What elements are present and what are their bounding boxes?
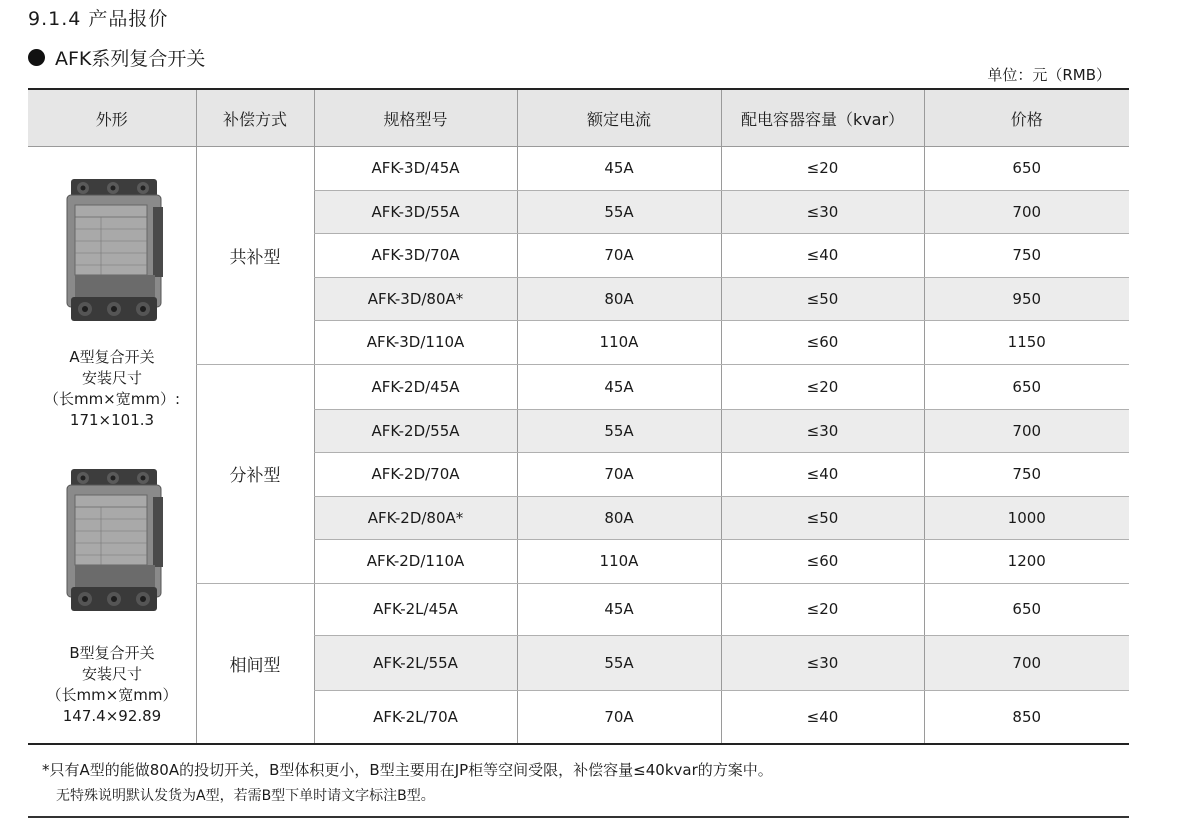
table-row: [28, 147, 1129, 191]
caption-line: （长mm×宽mm）:: [43, 390, 181, 408]
price-cell: 700: [924, 409, 1129, 453]
price-cell: 1150: [924, 321, 1129, 365]
current-cell: 70A: [517, 453, 721, 497]
capacity-cell: ≤50: [721, 496, 924, 540]
header-cell: 额定电流: [517, 90, 721, 147]
current-cell: 55A: [517, 636, 721, 691]
b-type-device-image: [63, 467, 165, 617]
capacity-cell: ≤30: [721, 190, 924, 234]
model-cell: AFK-2D/70A: [314, 453, 517, 497]
table-bottom-rule: [28, 743, 1129, 745]
capacity-cell: ≤60: [721, 540, 924, 584]
capacity-cell: ≤40: [721, 691, 924, 744]
caption-line: B型复合开关: [69, 644, 155, 662]
model-cell: AFK-2D/80A*: [314, 496, 517, 540]
a-type-device-image: [63, 177, 165, 327]
model-cell: AFK-3D/45A: [314, 147, 517, 191]
price-cell: 700: [924, 636, 1129, 691]
model-cell: AFK-2D/55A: [314, 409, 517, 453]
section-title: 9.1.4 产品报价: [28, 8, 169, 30]
sub-title-text: AFK系列复合开关: [55, 48, 206, 70]
capacity-cell: ≤50: [721, 277, 924, 321]
price-cell: 850: [924, 691, 1129, 744]
caption-line: 安装尺寸: [81, 369, 142, 387]
model-cell: AFK-3D/110A: [314, 321, 517, 365]
unit-label: 单位：元（RMB）: [987, 66, 1111, 84]
caption-line: A型复合开关: [69, 348, 155, 366]
caption-line: 171×101.3: [69, 411, 155, 429]
compensation-method-cell: 共补型: [196, 147, 314, 365]
compensation-method-cell: 分补型: [196, 364, 314, 583]
header-cell: 规格型号: [314, 90, 517, 147]
a-type-caption: [28, 347, 196, 431]
price-cell: 650: [924, 364, 1129, 409]
header-cell: 外形: [28, 90, 196, 147]
b-type-caption: [28, 643, 196, 727]
current-cell: 80A: [517, 496, 721, 540]
header-cell: 补偿方式: [196, 90, 314, 147]
model-cell: AFK-2D/45A: [314, 364, 517, 409]
current-cell: 80A: [517, 277, 721, 321]
price-cell: 700: [924, 190, 1129, 234]
current-cell: 45A: [517, 147, 721, 191]
bullet-icon: [28, 49, 45, 66]
model-cell: AFK-2L/55A: [314, 636, 517, 691]
shape-cell: [28, 147, 196, 744]
current-cell: 110A: [517, 540, 721, 584]
current-cell: 70A: [517, 691, 721, 744]
price-cell: 950: [924, 277, 1129, 321]
price-cell: 650: [924, 147, 1129, 191]
price-cell: 750: [924, 234, 1129, 278]
model-cell: AFK-2L/45A: [314, 583, 517, 636]
model-cell: AFK-3D/70A: [314, 234, 517, 278]
caption-line: 147.4×92.89: [62, 707, 162, 725]
header-cell: 配电容器容量（kvar）: [721, 90, 924, 147]
current-cell: 45A: [517, 364, 721, 409]
model-cell: AFK-2L/70A: [314, 691, 517, 744]
capacity-cell: ≤40: [721, 453, 924, 497]
header-row: [28, 90, 1129, 147]
footnote-2: 无特殊说明默认发货为A型，若需B型下单时请文字标注B型。: [56, 788, 435, 804]
capacity-cell: ≤30: [721, 409, 924, 453]
price-table: [28, 90, 1129, 744]
price-cell: 650: [924, 583, 1129, 636]
sub-title: [28, 44, 205, 71]
current-cell: 45A: [517, 583, 721, 636]
end-rule: [28, 816, 1129, 818]
footnote-1: *只有A型的能做80A的投切开关，B型体积更小，B型主要用在JP柜等空间受限，补偿容量≤40kvar的方案中。: [42, 761, 773, 779]
capacity-cell: ≤40: [721, 234, 924, 278]
capacity-cell: ≤20: [721, 364, 924, 409]
current-cell: 70A: [517, 234, 721, 278]
model-cell: AFK-2D/110A: [314, 540, 517, 584]
price-cell: 1200: [924, 540, 1129, 584]
caption-line: （长mm×宽mm）: [46, 686, 178, 704]
current-cell: 110A: [517, 321, 721, 365]
capacity-cell: ≤30: [721, 636, 924, 691]
price-cell: 1000: [924, 496, 1129, 540]
header-cell: 价格: [924, 90, 1129, 147]
capacity-cell: ≤60: [721, 321, 924, 365]
model-cell: AFK-3D/55A: [314, 190, 517, 234]
model-cell: AFK-3D/80A*: [314, 277, 517, 321]
current-cell: 55A: [517, 409, 721, 453]
price-cell: 750: [924, 453, 1129, 497]
capacity-cell: ≤20: [721, 583, 924, 636]
capacity-cell: ≤20: [721, 147, 924, 191]
caption-line: 安装尺寸: [81, 665, 142, 683]
current-cell: 55A: [517, 190, 721, 234]
compensation-method-cell: 相间型: [196, 583, 314, 744]
